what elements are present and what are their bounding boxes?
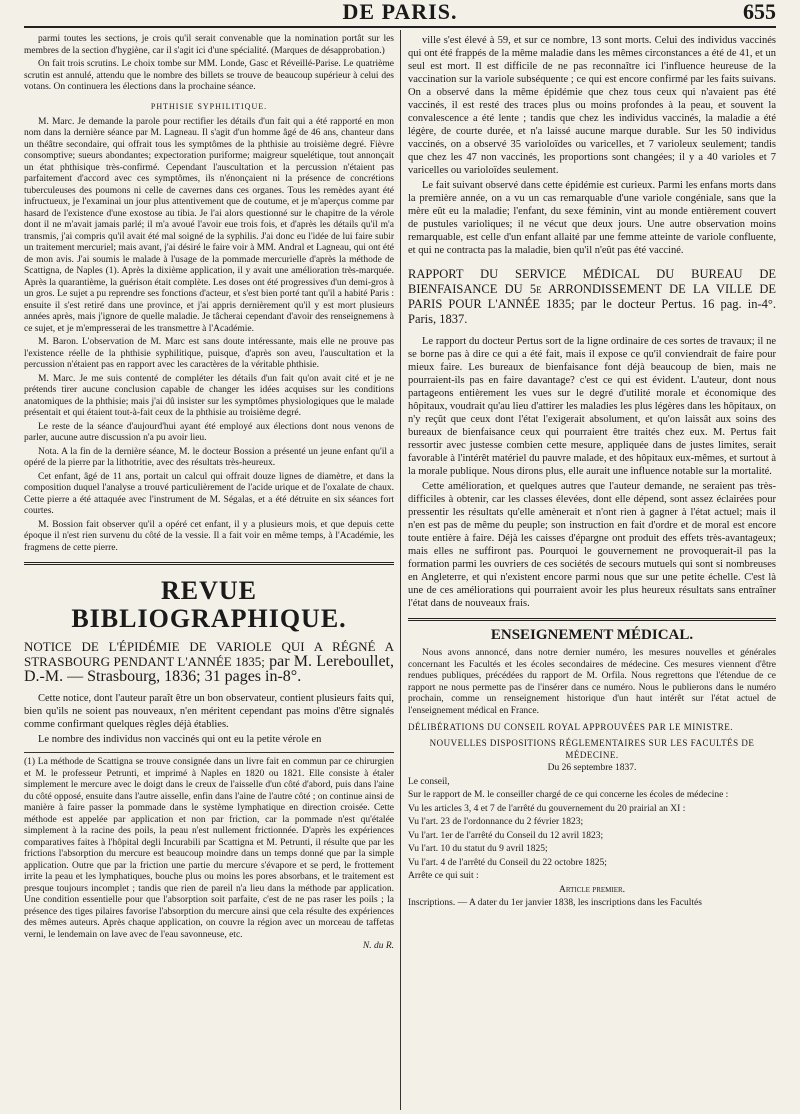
paragraph: Nous avons annoncé, dans notre dernier numéro, les mesures nouvelles et générales concernant les Facultés et les écoles secondaires de médecine. Ces mesures viennent d'être rendues publiques, précédées du rapport de M. Orfila. Nous regrettons que l'étendue de ce rapport ne nous permette pas de l'insérer dans ce numéro. Nous le publierons dans le numéro prochain, comme un renseignement historique d'un haut intérêt sur l'état actuel de l'enseignement médical en France. xyxy=(408,648,776,716)
paragraph: On fait trois scrutins. Le choix tombe sur MM. Londe, Gasc et Réveillé-Parise. Le quatrième scrutin est annulé, attendu que le nombre des billets se trouve de beaucoup supérieur à celui des votans. On continuera les élections dans la prochaine séance. xyxy=(24,59,394,92)
paragraph: M. Marc. Je demande la parole pour rectifier les détails d'un fait qui a été rapporté en mon nom dans la dernière séance par M. Lagneau. Il s'agit d'un homme âgé de 46 ans, chanteur dans un théâtre secondaire, qui offrait tous les symptômes de la phthisie au troisième degré. Fièvre consomptive; sueurs abondantes; expectoration puriforme; maigreur squelétique, tout annonçait un état phthisique très-confirmé. Cependant l'auscultation et la percussion n'étaient pas parfaitement d'accord avec ces symptômes, ils n'énonçaient ni la présence de concrétions tuberculeuses des poumons ni celle de cavernes dans ces organes. Tous les remèdes ayant été infructueux, je l'examinai un jour plus attentivement que de coutume, et je m'aperçus comme par hasard de l'existence d'une exostose au tibia. Je l'ai alors questionné sur le chapitre de la vérole dont il ne m'avait jamais parlé; il m'a avoué l'avoir eue trois fois, et d'après les détails qu'il m'a transmis, j'ai compris qu'il avait été mal soigné de la syphilis. J'ai donc eu l'idée de lui faire subir un traitement mercuriel; mais avant, j'ai désiré le faire voir à MM. Andral et Lagneau, qui ont été de mon avis. J'ai soumis le malade à l'usage de la pommade mercurielle d'après la méthode de Scattigna, de Naples (1). Après la dixième application, il y avait une amélioration très-marquée. Après la quarantième, la guérison était complète. Les doses ont été progressives d'un demi-gros à un gros. Le sujet a pu reprendre ses fonctions d'acteur, et s'est bien porté tant qu'il a habité Paris : ensuite il s'est retiré dans une province, et j'ai appris dernièrement qu'il y est mort plusieurs années après, mais j'ignore de quelle maladie. Je tâcherai cependant d'avoir des renseignemens à ce sujet, et je m'empresserai de les transmettre à l'Académie. xyxy=(24,116,394,334)
list-item: Le conseil, xyxy=(408,776,450,787)
enseignement-medical-heading: ENSEIGNEMENT MÉDICAL. xyxy=(490,627,694,643)
section-rule xyxy=(24,562,394,565)
paragraph: M. Bossion fait observer qu'il a opéré cet enfant, il y a plusieurs mois, et que depuis cette époque il n'est rien survenu du côté de la vessie. Il a fait voir en même temps, à l'Académie, les fragmens de cette pierre. xyxy=(24,519,394,553)
paragraph: Cet enfant, âgé de 11 ans, portait un calcul qui offrait douze lignes de diamètre, et dans la composition duquel l'analyse a trouvé particulièrement de l'acide urique et de l'oxalate de chaux. Cette pierre a été attaquée avec l'instrument de M. Ségalas, et a été détruite en six séances fort courtes. xyxy=(24,471,394,516)
rapport-title-author: par le docteur Pertus. 16 pag. in-4°. Paris, 1837. xyxy=(408,297,776,326)
rapport-title-main: RAPPORT DU SERVICE MÉDICAL DU BUREAU DE BIENFAISANCE DU 5e ARRONDISSEMENT DE LA VILLE DE PARIS POUR L'ANNÉE 1835; xyxy=(408,267,776,311)
column-divider xyxy=(400,30,401,1110)
list-item: Vu l'art. 10 du statut du 9 avril 1825; xyxy=(408,844,548,854)
footnote-text: (1) La méthode de Scattigna se trouve consignée dans un livre fait en commun par ce chirurgien et M. le professeur Petrunti, et imprimé à Naples en 1820 ou 1821. Elle consiste à étaler simplement le mercure avec le doigt dans le creux de l'aisselle d'un côté d'abord, puis dans l'aine du côté opposé, ensuite dans l'autre aisselle, enfin dans l'aine de l'autre côté ; on continue ainsi de manière à faire passer la pommade dans le système lymphatique en direction croisée. Cette méthode est appelée par application et non par friction, car la pommade n'est qu'étalée simplement à la racine des poils, la peau n'est nullement frictionnée. D'après les expériences comparatives faites à l'hôpital degli Incurabili par Scattigna et M. Petrunti, il résulte que par les frictions l'absorption du mercure est beaucoup moindre dans un temps donné que par la simple application. Outre que par la friction une partie du mercure s'évapore et se perd, le frottement irrite la peau et les lymphatiques, bouche plus ou moins les pores absorbans, et le traitement est presque toujours incomplet ; tandis que rien de pareil n'a lieu dans la méthode par application. Une condition essentielle pour que l'absorption soit parfaite, c'est de ne pas raser les poils ; la présence des tiges pilaires favorise l'absorption du mercure ainsi que cela résulte des expériences des mêmes auteurs. Après chaque application, on couvre la région avec un morceau de taffetas verni, le lendemain on lave avec de l'eau savonneuse, etc. xyxy=(24,757,394,940)
list-item: Arrête ce qui suit : xyxy=(408,871,479,881)
decree-list xyxy=(408,777,776,910)
footnote xyxy=(24,752,394,953)
list-item: Inscriptions. — A dater du 1er janvier 1838, les inscriptions dans les Facultés xyxy=(408,898,702,908)
section-heading: PHTHISIE SYPHILITIQUE. xyxy=(150,101,268,111)
list-item: Sur le rapport de M. le conseiller chargé de ce qui concerne les écoles de médecine : xyxy=(408,790,729,800)
notice-title xyxy=(24,639,394,684)
paragraph: Le nombre des individus non vaccinés qui ont eu la petite vérole en xyxy=(38,734,322,745)
deliberations-heading: DÉLIBÉRATIONS DU CONSEIL ROYAL APPROUVÉES PAR LE MINISTRE. xyxy=(408,722,734,732)
list-item: Vu l'art. 1er de l'arrêté du Conseil du 12 avril 1823; xyxy=(408,830,604,841)
paragraph: M. Baron. L'observation de M. Marc est sans doute intéressante, mais elle ne prouve pas l'existence réelle de la phthisie syphilitique, puisque, d'après son aveu, l'auscultation et la percussion n'étaient pas en rapport avec les caractères de la véritable phthisie. xyxy=(24,337,394,370)
paragraph: ville s'est élevé à 59, et sur ce nombre, 13 sont morts. Celui des individus vaccinés qui ont été frappés de la même maladie dans les mêmes circonstances a été de 41, et un seul est mort. Il est difficile de ne pas reconnaître ici l'influence heureuse de la vaccination sur la variole subséquente ; ce qui est encore confirmé par les faits suivans. On a observé dans la même épidémie que chez tous ceux qui n'avaient pas été vaccinés, il est resté des traces plus ou moins profondes à la peau, et souvent la convalescence a été lente ; tandis que chez les individus vaccinés, la maladie a été légère, de courte durée, et n'a laissé aucune marque durable. Sur les 50 individus vaccinés, on a observé 35 varioloïdes ou varicelles, et 7 varioleux seulement; tandis que chez les 47 non vaccinés, les proportions sont changées; il y a 40 varioles et 7 varicelles ou varioloïdes seulement. xyxy=(408,35,776,176)
page-title: DE PARIS. xyxy=(342,0,458,24)
right-column xyxy=(408,34,776,1106)
header-rule xyxy=(24,26,776,28)
paragraph: Cette amélioration, et quelques autres que l'auteur demande, ne seraient pas très-difficiles à obtenir, car les classes élevées, dont elle dépend, sont assez éclairées pour pressentir les résultats qu'elle amènerait et n'ont rien à gagner à l'état actuel; mais il n'en est pas de même du peuple; son instruction en fait d'ordre et de moral est encore toute entière à faire. Déjà les caisses d'épargne ont produit des effets très-avantageux; mais elles ne suffiront pas. Pourquoi le gouvernement ne provoquerait-il pas la formation parmi les ouvriers de ces sociétés de secours mutuels qui sont si nombreuses en Angleterre, et qui n'existent encore parmi nous que sur une petite échelle. C'est là une de ces améliorations qui pourraient avoir les plus heureux résultats sans entraîner l'état dans de nouveaux frais. xyxy=(408,481,776,609)
paragraph: Le rapport du docteur Pertus sort de la ligne ordinaire de ces sortes de travaux; il ne se borne pas à dire ce qui a été fait, mais il expose ce qu'il conviendrait de faire pour mieux faire. Les bureaux de bienfaisance font déjà beaucoup de bien, mais ne pourraient-ils pas en faire davantage? c'est ce qui est évident. L'auteur, dont nous partageons entièrement les vues sur le degré d'utilité morale et économique des hôpitaux, voudrait qu'au lieu d'attirer les maladies les plus légères dans les hôpitaux, on n'y reçût que ceux dont l'état l'exigerait absolument, et qu'on laissât aux soins des bureaux de bienfaisance ceux qui pourraient être traités chez eux. M. Pertus fait ressortir avec justesse combien cette mesure, appliquée dans de justes limites, serait favorable à l'intérêt matériel du pauvre malade, et des hôpitaux eux-mêmes, et surtout à la morale publique. Nous dirons plus, elle aurait une influence notable sur la mortalité. xyxy=(408,336,776,477)
page-header xyxy=(0,0,800,24)
footnote-signature: N. du R. xyxy=(362,941,394,951)
paragraph: Le fait suivant observé dans cette épidémie est curieux. Parmi les enfans morts dans la première année, on a vu un cas remarquable d'une variole congéniale, sans que la mère eût eu la maladie; l'enfant, du sexe féminin, vint au monde entièrement couvert de pustules varioliques; il ne vécut que deux jours. Une autre observation moins remarquable, est celle d'un enfant allaité par une femme atteinte de variole confluente, et qui ne contracta pas la maladie, bien qu'il n'eût pas été vacciné. xyxy=(408,180,776,256)
dispositions-heading: NOUVELLES DISPOSITIONS RÉGLEMENTAIRES SUR LES FACULTÉS DE MÉDECINE. xyxy=(429,738,755,760)
article-heading: Article premier. xyxy=(558,884,626,895)
list-item: Vu l'art. 23 de l'ordonnance du 2 février 1823; xyxy=(408,817,584,827)
revue-bibliographique-heading: REVUE BIBLIOGRAPHIQUE. xyxy=(71,576,347,633)
rapport-title xyxy=(408,267,776,327)
list-item: Vu l'art. 4 de l'arrêté du Conseil du 22 octobre 1825; xyxy=(408,857,607,868)
paragraph: Le reste de la séance d'aujourd'hui ayant été employé aux élections dont nous venons de parler, aucune autre discussion n'a pu avoir lieu. xyxy=(24,421,394,443)
paragraph: parmi toutes les sections, je crois qu'il serait convenable que la nomination portât sur les membres de la section d'hygiène, car il s'agit ici d'une spécialité. (Marques de désapprobation.) xyxy=(24,34,394,56)
left-column xyxy=(24,34,394,1106)
decree-date: Du 26 septembre 1837. xyxy=(547,763,637,773)
section-rule xyxy=(408,618,776,621)
paragraph: Cette notice, dont l'auteur paraît être un bon observateur, contient plusieurs faits qui, bien qu'ils ne soient pas nouveaux, n'en méritent cependant pas moins d'être signalés comme confirmant quelques règles déjà établies. xyxy=(24,693,394,730)
paragraph: Nota. A la fin de la dernière séance, M. le docteur Bossion a présenté un jeune enfant qu'il a opéré de la pierre par la lithotritie, avec des résultats très-heureux. xyxy=(24,446,394,468)
notice-title-author: par M. Lereboullet, D.-M. — Strasbourg, 1836; 31 pages in-8°. xyxy=(24,653,394,685)
paragraph: M. Marc. Je me suis contenté de compléter les détails d'un fait qu'on avait cité et je ne prétends tirer aucune conclusion capable de changer les idées acquises sur les conditions anatomiques de la phthisie; mais j'ai dû insister sur les symptômes physiologiques que le malade présentait et qui étaient tout-à-fait ceux de la phthisie au troisième degré. xyxy=(24,373,394,418)
page-number: 655 xyxy=(743,0,776,24)
notice-title-main: NOTICE DE L'ÉPIDÉMIE DE VARIOLE QUI A RÉGNÉ A STRASBOURG PENDANT L'ANNÉE 1835; xyxy=(24,639,394,669)
list-item: Vu les articles 3, 4 et 7 de l'arrêté du gouvernement du 20 prairial an XI : xyxy=(408,803,686,814)
